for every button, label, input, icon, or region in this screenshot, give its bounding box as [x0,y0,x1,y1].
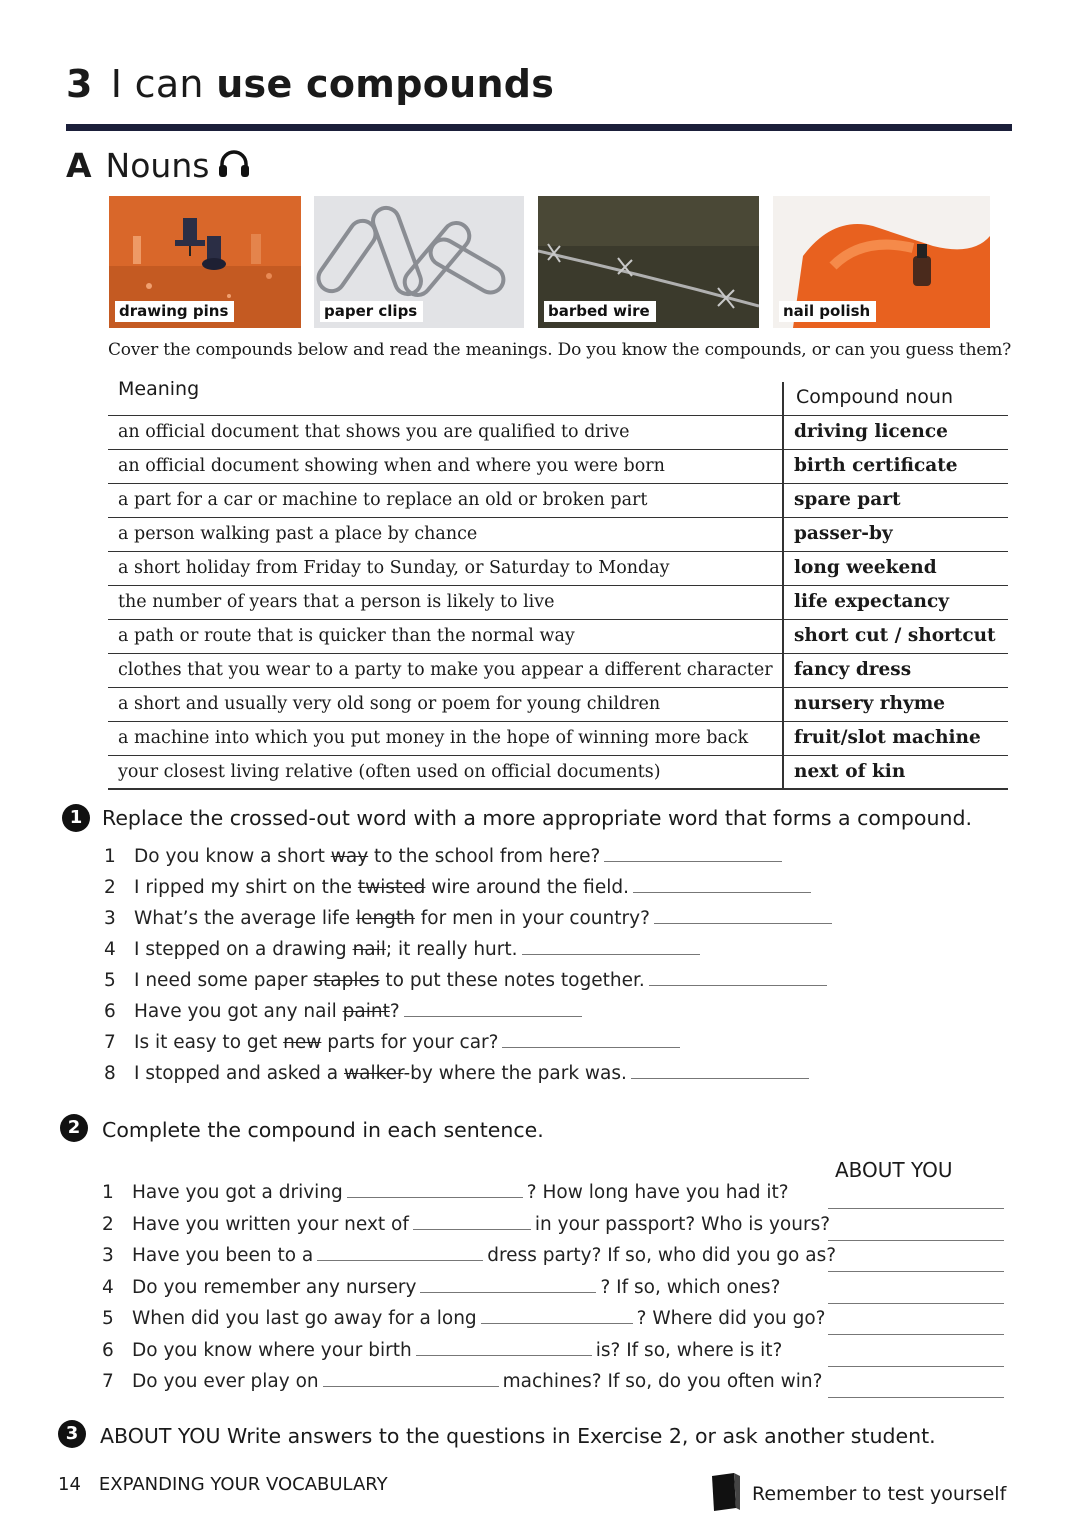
item-text-before: I stopped and asked a [134,1063,344,1084]
about-you-answer-line[interactable] [828,1334,1004,1335]
section-title: Nouns [105,146,210,185]
item-text-after: in your passport? Who is yours? [534,1213,831,1235]
crossed-out-word: staples [313,970,380,991]
unit-title-plain: I can [110,62,217,106]
item-text-before: Do you remember any nursery [132,1276,417,1298]
item-number: 5 [104,970,116,991]
answer-blank[interactable] [502,1033,680,1048]
footer-reminder: Remember to test yourself [752,1483,1007,1505]
answer-blank[interactable] [631,1064,809,1079]
instruction: Cover the compounds below and read the meanings. Do you know the compounds, or can you guess them? [108,340,1012,360]
crossed-out-word: length [355,908,415,929]
about-you-answer-line[interactable] [828,1208,1004,1209]
compound-cell: driving licence [794,421,948,442]
item-text-before: What’s the average life [134,908,356,929]
answer-blank[interactable] [413,1215,531,1230]
page-number: 14 [58,1474,81,1495]
meaning-cell: an official document showing when and where you were born [118,456,665,476]
photo-label: nail polish [779,301,876,322]
table-row [108,517,1008,552]
table-row [108,415,1008,450]
compound-cell: next of kin [794,761,906,782]
item-text-after: ? If so, which ones? [600,1276,781,1298]
compound-cell: birth certificate [794,455,958,476]
item-text-before: I stepped on a drawing [134,939,353,960]
meaning-cell: clothes that you wear to a party to make you appear a different character [118,660,773,680]
answer-blank[interactable] [654,909,832,924]
exercise-2-item [102,1371,822,1392]
item-number: 3 [102,1245,114,1266]
exercise-2-item [102,1245,836,1266]
item-number: 2 [104,877,116,898]
item-text-before: Do you ever play on [132,1371,319,1392]
item-text-after: -by where the park was. [403,1063,627,1084]
exercise-1-item [104,1032,684,1053]
exercise-1-title: Replace the crossed-out word with a more appropriate word that forms a compound. [102,806,972,830]
item-number: 6 [104,1001,116,1022]
exercise-3-title: ABOUT YOU Write answers to the questions in Exercise 2, or ask another student. [100,1424,936,1448]
about-you-answer-line[interactable] [828,1303,1004,1304]
item-text-after: is? If so, where is it? [595,1339,783,1361]
about-you-answer-line[interactable] [828,1240,1004,1241]
title-rule [66,124,1012,131]
item-number: 7 [104,1032,116,1053]
meaning-cell: the number of years that a person is likely to live [118,592,555,612]
exercise-1-item [104,1063,813,1084]
answer-blank[interactable] [522,940,700,955]
answer-blank[interactable] [323,1372,499,1387]
photo-label: paper clips [320,301,423,322]
table-row [108,653,1008,688]
table-row [108,755,1008,790]
item-text-before: Have you got a driving [132,1182,343,1203]
exercise-3-badge: 3 [58,1420,86,1448]
crossed-out-word: walker [343,1063,404,1084]
item-number: 6 [102,1339,114,1361]
item-number: 5 [102,1308,114,1329]
answer-blank[interactable] [649,971,827,986]
item-text-after: ; it really hurt. [385,939,518,960]
item-text-after: parts for your car? [321,1032,499,1053]
unit-title [66,62,554,106]
crossed-out-word: way [330,846,369,867]
photo-nail-polish [773,196,990,328]
compound-cell: spare part [794,489,901,510]
table-row [108,585,1008,620]
item-number: 4 [102,1276,114,1298]
item-text-after: for men in your country? [414,908,650,929]
meaning-cell: a part for a car or machine to replace an old or broken part [118,490,648,510]
answer-blank[interactable] [481,1309,633,1324]
photo-label: drawing pins [115,301,234,322]
meaning-cell: a person walking past a place by chance [118,524,478,544]
book-icon [710,1472,742,1517]
exercise-2-item [102,1182,789,1203]
meaning-cell: a path or route that is quicker than the normal way [118,626,575,646]
item-text-before: Is it easy to get [134,1032,284,1053]
meaning-cell: your closest living relative (often used on official documents) [118,762,661,782]
headphones-icon[interactable] [217,148,251,187]
answer-blank[interactable] [416,1341,592,1356]
answer-blank[interactable] [420,1278,596,1293]
answer-blank[interactable] [633,878,811,893]
about-you-answer-line[interactable] [828,1271,1004,1272]
table-row [108,551,1008,586]
about-you-heading: ABOUT YOU [835,1158,953,1182]
footer-right [710,1472,1006,1517]
about-you-answer-line[interactable] [828,1366,1004,1367]
photo-barbed-wire [538,196,759,328]
exercise-1-item [104,1001,586,1022]
exercise-2-item [102,1277,780,1298]
item-text-before: Do you know where your birth [132,1339,412,1361]
compound-cell: short cut / shortcut [794,625,996,646]
item-text-before: I need some paper [134,970,314,991]
section-heading [66,146,251,187]
footer-section: EXPANDING YOUR VOCABULARY [98,1474,388,1495]
unit-title-bold: use compounds [216,62,555,106]
item-text-before: I ripped my shirt on the [134,877,358,898]
compound-cell: long weekend [794,557,937,578]
crossed-out-word: twisted [357,877,426,898]
meaning-cell: a machine into which you put money in the hope of winning more back [118,728,749,748]
exercise-2-item [102,1214,830,1235]
exercise-1-item [104,877,815,898]
answer-blank[interactable] [404,1002,582,1017]
header-compound: Compound noun [796,386,954,408]
exercise-2-item [102,1308,826,1329]
exercise-1-badge: 1 [62,804,90,832]
item-number: 2 [102,1213,114,1235]
item-number: 3 [104,908,116,929]
item-number: 8 [104,1063,116,1084]
meaning-cell: a short holiday from Friday to Sunday, or Saturday to Monday [118,558,670,578]
item-text-after: to put these notes together. [379,970,645,991]
item-text-after: ? Where did you go? [636,1308,826,1329]
item-text-after: to the school from here? [368,846,601,867]
table-row [108,483,1008,518]
item-text-before: Have you been to a [132,1245,314,1266]
exercise-1-item [104,939,704,960]
item-text-before: Have you got any nail [134,1001,343,1022]
exercise-1-item [104,846,786,867]
crossed-out-word: nail [352,939,386,960]
meaning-cell: a short and usually very old song or poem for young children [118,694,661,714]
item-text-after: ? [389,1001,400,1022]
item-text-before: When did you last go away for a long [132,1308,477,1329]
item-text-before: Do you know a short [134,846,331,867]
answer-blank[interactable] [604,847,782,862]
table-row [108,687,1008,722]
photo-label: barbed wire [544,301,656,322]
exercise-2-title: Complete the compound in each sentence. [102,1118,544,1142]
exercise-2-badge: 2 [60,1114,88,1142]
item-text-before: Have you written your next of [132,1213,409,1235]
compound-cell: passer-by [794,523,893,544]
compound-cell: life expectancy [794,591,949,612]
item-text-after: machines? If so, do you often win? [502,1371,823,1392]
crossed-out-word: new [283,1032,322,1053]
footer-left [58,1474,388,1495]
about-you-answer-line[interactable] [828,1397,1004,1398]
table-bottom-rule [108,788,1008,790]
table-row [108,619,1008,654]
answer-blank[interactable] [347,1183,523,1198]
item-text-after: ? How long have you had it? [526,1182,789,1203]
compound-cell: fancy dress [794,659,912,680]
photo-drawing-pins [109,196,301,328]
table-row [108,449,1008,484]
exercise-1-item [104,970,831,991]
compound-cell: nursery rhyme [794,693,946,714]
header-meaning: Meaning [118,378,200,400]
answer-blank[interactable] [317,1246,483,1261]
table-row [108,721,1008,756]
exercise-1-item [104,908,836,929]
item-text-after: dress party? If so, who did you go as? [487,1245,837,1266]
item-number: 4 [104,939,116,960]
compound-cell: fruit/slot machine [794,727,981,748]
item-number: 7 [102,1371,114,1392]
section-letter: A [66,146,92,185]
crossed-out-word: paint [342,1001,390,1022]
item-number: 1 [102,1182,114,1203]
photo-paper-clips [314,196,524,328]
meaning-cell: an official document that shows you are qualified to drive [118,422,630,442]
exercise-2-item [102,1340,782,1361]
item-text-after: wire around the field. [425,877,629,898]
item-number: 1 [104,846,116,867]
unit-number: 3 [66,62,93,106]
